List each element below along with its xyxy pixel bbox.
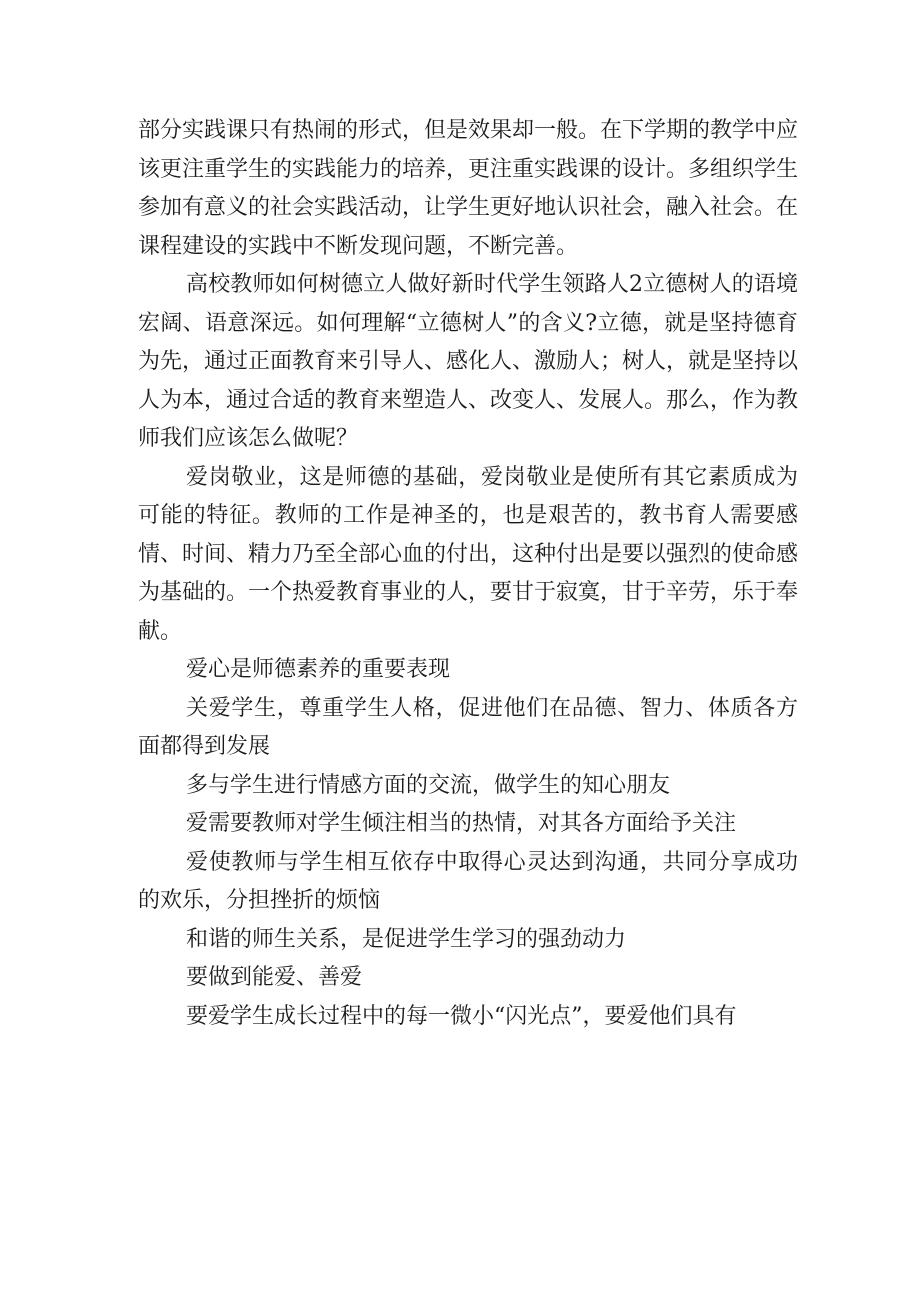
paragraph-love-well: 要做到能爱、善爱 bbox=[186, 965, 363, 990]
paragraph-love-job: 爱岗敬业，这是师德的基础，爱岗敬业是使所有其它素质成为可能的特征。教师的工作是神圣的，也是艰苦的，教书育人需要感情、时间、精力乃至全部心血的付出，这种付出是要以强烈的使命感为基础的。一个热爱教育事业的人，要甘于寂寞，甘于辛劳，乐于奉献。 bbox=[138, 464, 799, 644]
paragraph-care-students: 关爱学生，尊重学生人格，促进他们在品德、智力、体质各方面都得到发展 bbox=[138, 695, 798, 759]
paragraph-shining-points: 要爱学生成长过程中的每一微小“闪光点”，要爱他们具有 bbox=[186, 1003, 737, 1029]
paragraph-love-heading: 爱心是师德素养的重要表现 bbox=[186, 657, 451, 682]
paragraph-moral-education-intro: 高校教师如何树德立人做好新时代学生领路人2立德树人的语境宏阔、语意深远。如何理解“立德树人”的含义?立德，就是坚持德育为先，通过正面教育来引导人、感化人、激励人；树人，就是坚持以人为本，通过合适的教育来塑造人、改变人、发展人。那么，作为教师我们应该怎么做呢？ bbox=[138, 272, 799, 451]
document-body bbox=[138, 112, 798, 1036]
paragraph-mutual-dependence: 爱使教师与学生相互依存中取得心灵达到沟通，共同分享成功的欢乐，分担挫折的烦恼 bbox=[138, 849, 798, 913]
paragraph-practice-course: 部分实践课只有热闹的形式，但是效果却一般。在下学期的教学中应该更注重学生的实践能力的培养，更注重实践课的设计。多组织学生参加有意义的社会实践活动，让学生更好地认识社会，融入社会。在课程建设的实践中不断发现问题，不断完善。 bbox=[138, 118, 799, 259]
paragraph-passion: 爱需要教师对学生倾注相当的热情，对其各方面给予关注 bbox=[186, 811, 737, 836]
paragraph-harmony: 和谐的师生关系，是促进学生学习的强劲动力 bbox=[186, 926, 627, 952]
paragraph-communicate: 多与学生进行情感方面的交流，做学生的知心朋友 bbox=[186, 772, 671, 798]
